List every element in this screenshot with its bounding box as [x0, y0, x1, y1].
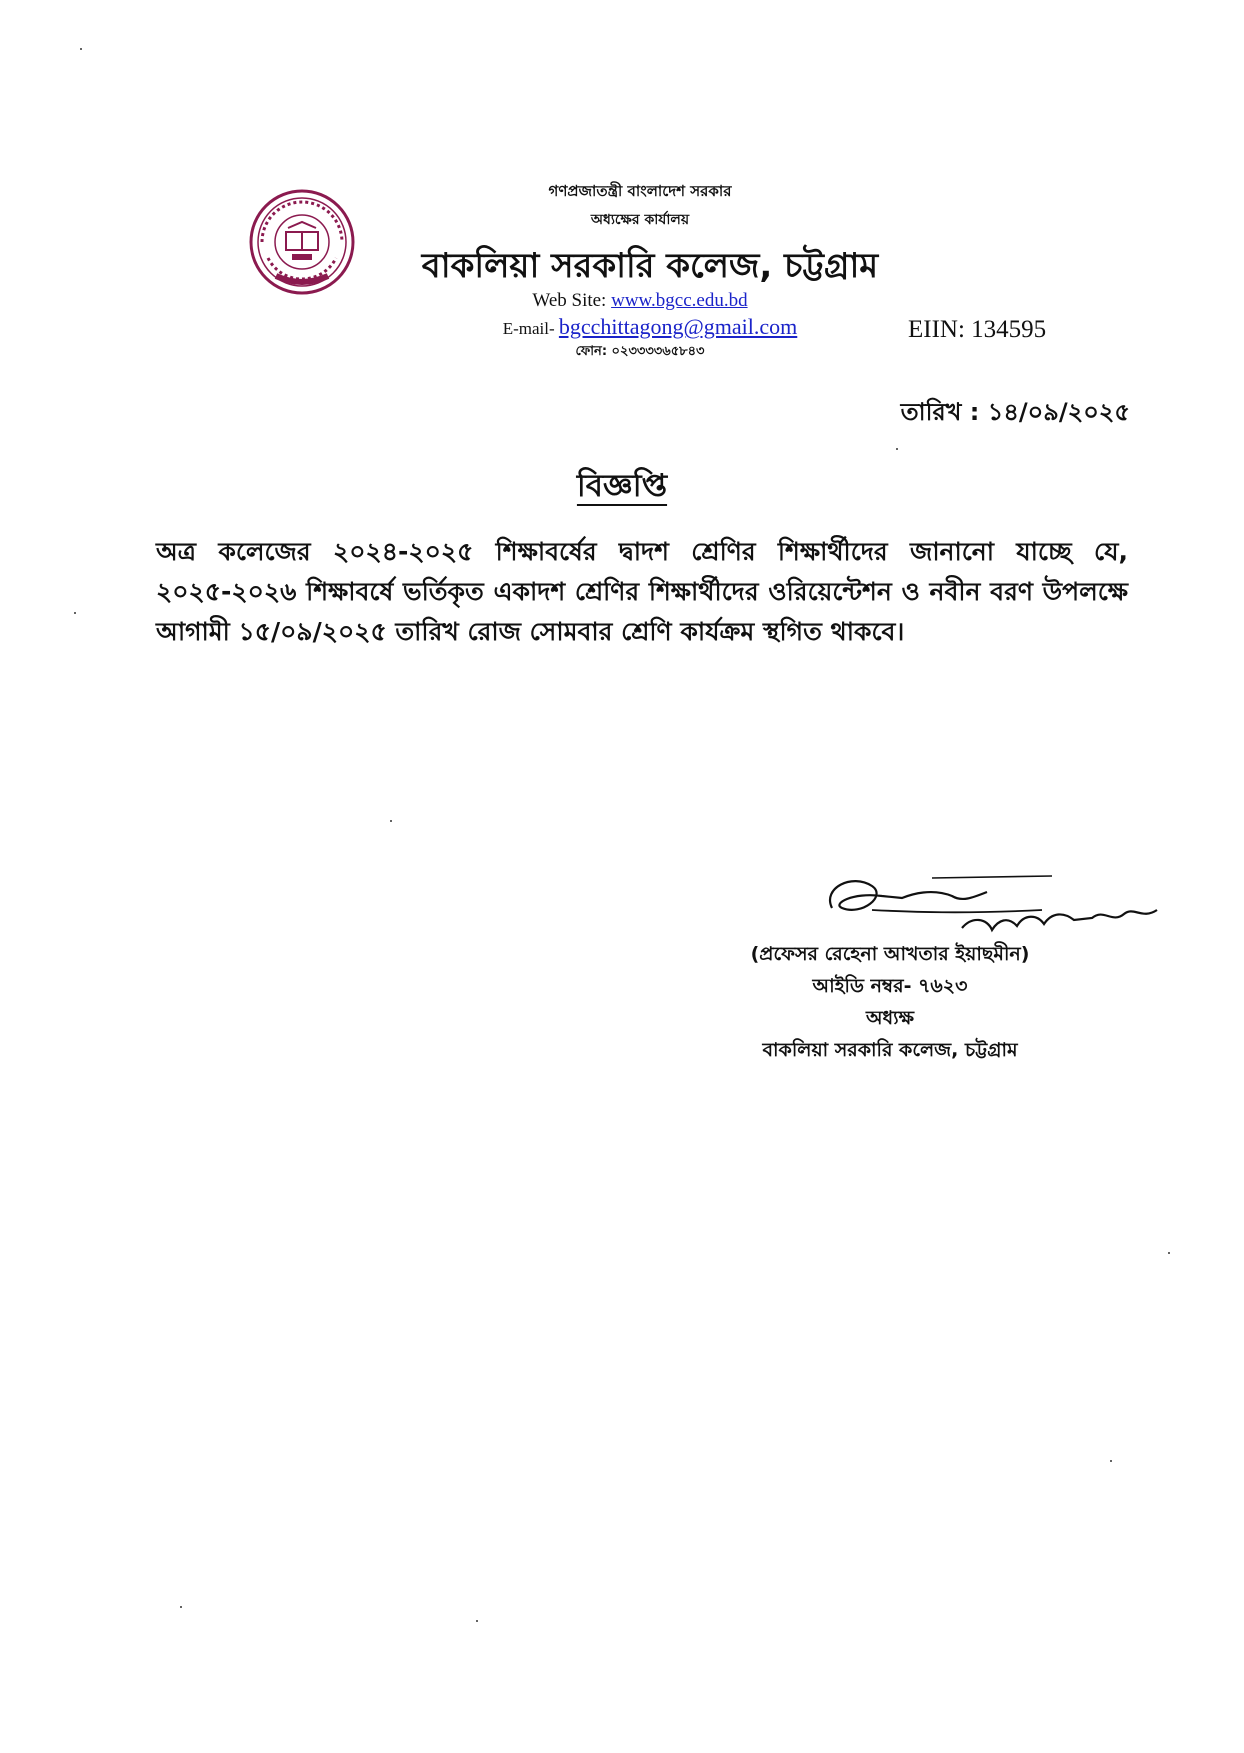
office-line: অধ্যক্ষের কার্যালয়: [590, 212, 690, 228]
government-line: গণপ্রজাতন্ত্রী বাংলাদেশ সরকার: [548, 182, 732, 200]
website-label: Web Site:: [532, 290, 607, 311]
scan-speck: [390, 820, 392, 822]
notice-body: অত্র কলেজের ২০২৪-২০২৫ শিক্ষাবর্ষের দ্বাদশ শ্রেণির শিক্ষার্থীদের জানানো যাচ্ছে যে, ২০২৫-২০২৬ শিক্ষাবর্ষে ভর্তিকৃত একাদশ শ্রেণির শিক্ষার্থীদের ওরিয়েন্টেশন ও নবীন বরণ উপলক্ষে আগামী ১৫/০৯/২০২৫ তারিখ রোজ সোমবার শ্রেণি কার্যক্রম স্থগিত থাকবে।: [156, 537, 1128, 646]
scan-speck: [896, 448, 898, 450]
college-name-heading: বাকলিয়া সরকারি কলেজ, চট্টগ্রাম: [421, 246, 879, 286]
scan-speck: [80, 48, 82, 50]
email-line: [470, 314, 830, 340]
website-line: [480, 290, 800, 312]
signatory-college: বাকলিয়া সরকারি কলেজ, চট্টগ্রাম: [762, 1039, 1018, 1061]
signatory-designation: অধ্যক্ষ: [865, 1007, 914, 1029]
scan-speck: [74, 612, 76, 614]
email-link[interactable]: bgcchittagong@gmail.com: [558, 314, 798, 339]
signatory-name: (প্রফেসর রেহেনা আখতার ইয়াছমীন): [750, 943, 1030, 965]
email-label: E-mail-: [502, 319, 555, 338]
notice-title-wrap: [0, 462, 1244, 514]
eiin-number: EIIN: 134595: [908, 316, 1047, 343]
college-seal-logo: [248, 188, 356, 296]
website-link[interactable]: www.bgcc.edu.bd: [611, 290, 748, 311]
scan-speck: [476, 1620, 478, 1622]
scan-speck: [1110, 1460, 1112, 1462]
scan-speck: [180, 1606, 182, 1608]
scan-speck: [1168, 1252, 1170, 1254]
signatory-id: আইডি নম্বর- ৭৬২৩: [812, 975, 968, 997]
notice-date: তারিখ : ১৪/০৯/২০২৫: [900, 398, 1130, 426]
phone-line: ফোন: ০২৩৩৩৩৬৫৮৪৩: [575, 344, 705, 359]
notice-title: বিজ্ঞপ্তি: [576, 468, 668, 504]
